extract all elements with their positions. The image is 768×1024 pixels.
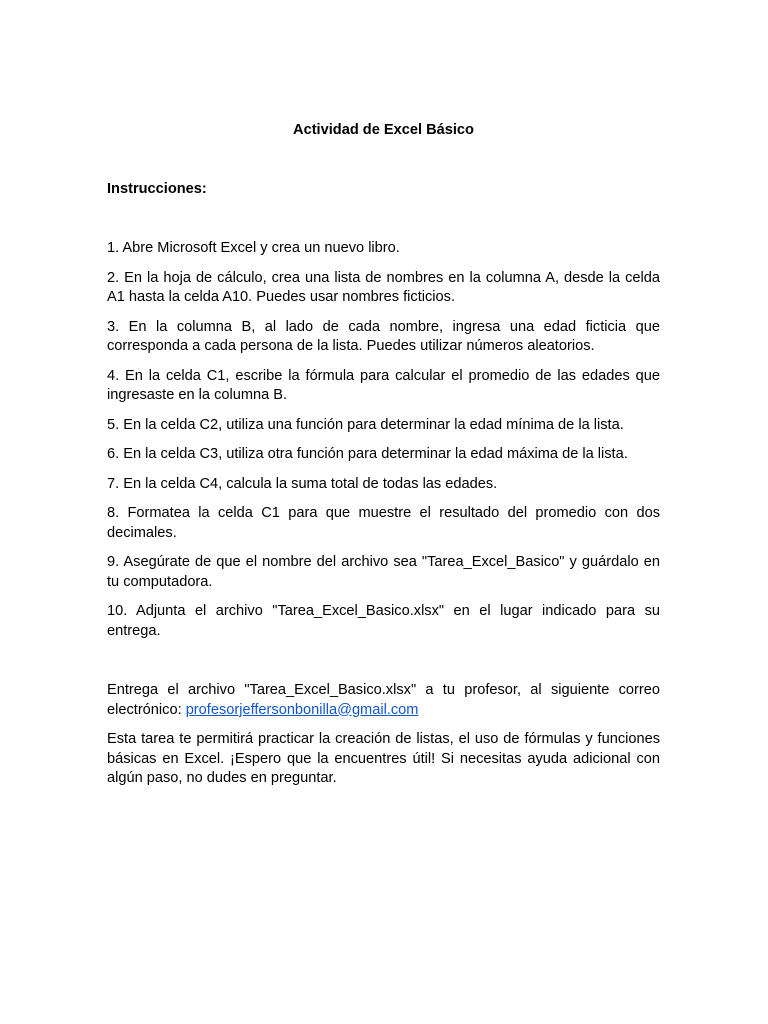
step-item: 4. En la celda C1, escribe la fórmula para calcular el promedio de las edades que ingresaste en la columna B. — [107, 367, 660, 403]
step-item: 9. Asegúrate de que el nombre del archivo sea "Tarea_Excel_Basico" y guárdalo en tu computadora. — [107, 554, 660, 590]
delivery-text: Entrega el archivo "Tarea_Excel_Basico.xlsx" a tu profesor, al siguiente correo electrónico: — [107, 682, 660, 718]
instruction-steps — [107, 239, 660, 651]
step-item: 2. En la hoja de cálculo, crea una lista de nombres en la columna A, desde la celda A1 hasta la celda A10. Puedes usar nombres ficticios. — [107, 269, 660, 305]
email-link[interactable]: profesorjeffersonbonilla@gmail.com — [185, 701, 419, 718]
step-item: 6. En la celda C3, utiliza otra función para determinar la edad máxima de la lista. — [107, 446, 628, 462]
instructions-heading: Instrucciones: — [107, 181, 207, 197]
step-item: 8. Formatea la celda C1 para que muestre el resultado del promedio con dos decimales. — [107, 505, 660, 541]
delivery-paragraph — [107, 681, 660, 720]
step-item: 3. En la columna B, al lado de cada nombre, ingresa una edad ficticia que corresponda a cada persona de la lista. Puedes utilizar números aleatorios. — [107, 318, 660, 354]
step-item: 10. Adjunta el archivo "Tarea_Excel_Basico.xlsx" en el lugar indicado para su entrega. — [107, 603, 660, 639]
closing-section — [107, 681, 660, 799]
document-title: Actividad de Excel Básico — [293, 122, 474, 138]
step-item: 7. En la celda C4, calcula la suma total de todas las edades. — [107, 475, 498, 492]
closing-paragraph: Esta tarea te permitirá practicar la creación de listas, el uso de fórmulas y funciones básicas en Excel. ¡Espero que la encuentres útil! Si necesitas ayuda adicional con algún paso, no dudes en preguntar. — [107, 731, 660, 786]
step-item: 1. Abre Microsoft Excel y crea un nuevo libro. — [107, 240, 400, 256]
step-item: 5. En la celda C2, utiliza una función para determinar la edad mínima de la lista. — [107, 416, 624, 433]
